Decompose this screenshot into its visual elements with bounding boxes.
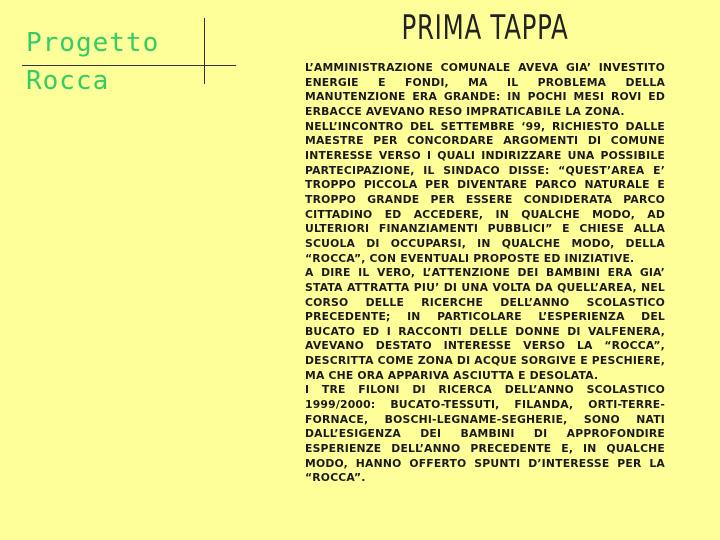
- paragraph-3: A DIRE IL VERO, L’ATTENZIONE DEI BAMBINI ERA GIA’ STATA ATTRATTA PIU’ DI UNA VOLTA DA QUELL’AREA, NEL CORSO DELLE RICERCHE DELL’ANNO SCOLASTICO PRECEDENTE; IN PARTICOLARE L’ESPERIENZA DEL BUCATO ED I RACCONTI DELLE DONNE DI VALFENERA, AVEVANO DESTATO INTERESSE VERSO LA “ROCCA”, DESCRITTA COME ZONA DI ACQUE SORGIVE E PESCHIERE, MA CHE ORA APPARIVA ASCIUTTA E DESOLATA.: [305, 266, 665, 382]
- paragraph-2: NELL’INCONTRO DEL SETTEMBRE ‘99, RICHIESTO DALLE MAESTRE PER CONCORDARE ARGOMENTI DI COMUNE INTERESSE VERSO I QUALI INDIRIZZARE UNA POSSIBILE PARTECIPAZIONE, IL SINDACO DISSE: “QUEST’AREA E’ TROPPO PICCOLA PER DIVENTARE PARCO NATURALE E TROPPO GRANDE PER ESSERE CONDIDERATA PARCO CITTADINO ED ACCEDERE, IN QUALCHE MODO, AD ULTERIORI FINANZIAMENTI PUBBLICI” E CHIESE ALLA SCUOLA DI OCCUPARSI, IN QUALCHE MODO, DELLA “ROCCA”, CON EVENTUALI PROPOSTE ED INIZIATIVE.: [305, 119, 665, 265]
- logo-line-1: Progetto: [26, 28, 160, 58]
- page-title: PRIMA TAPPA: [401, 8, 569, 48]
- logo-vertical-divider: [204, 18, 205, 84]
- logo-line-2: Rocca: [26, 66, 110, 96]
- project-logo: [26, 24, 159, 100]
- body-text: [305, 61, 665, 486]
- paragraph-1: L’AMMINISTRAZIONE COMUNALE AVEVA GIA’ INVESTITO ENERGIE E FONDI, MA IL PROBLEMA DELLA MANUTENZIONE ERA GRANDE: IN POCHI MESI ROVI ED ERBACCE AVEVANO RESO IMPRATICABILE LA ZONA.: [305, 61, 665, 118]
- paragraph-4: I TRE FILONI DI RICERCA DELL’ANNO SCOLASTICO 1999/2000: BUCATO-TESSUTI, FILANDA, ORTI-TERRE-FORNACE, BOSCHI-LEGNAME-SEGHERIE, SONO NATI DALL’ESIGENZA DEI BAMBINI DI APPROFONDIRE ESPERIENZE DELL’ANNO PRECEDENTE E, IN QUALCHE MODO, HANNO OFFERTO SPUNTI D’INTERESSE PER LA “ROCCA”.: [305, 383, 665, 485]
